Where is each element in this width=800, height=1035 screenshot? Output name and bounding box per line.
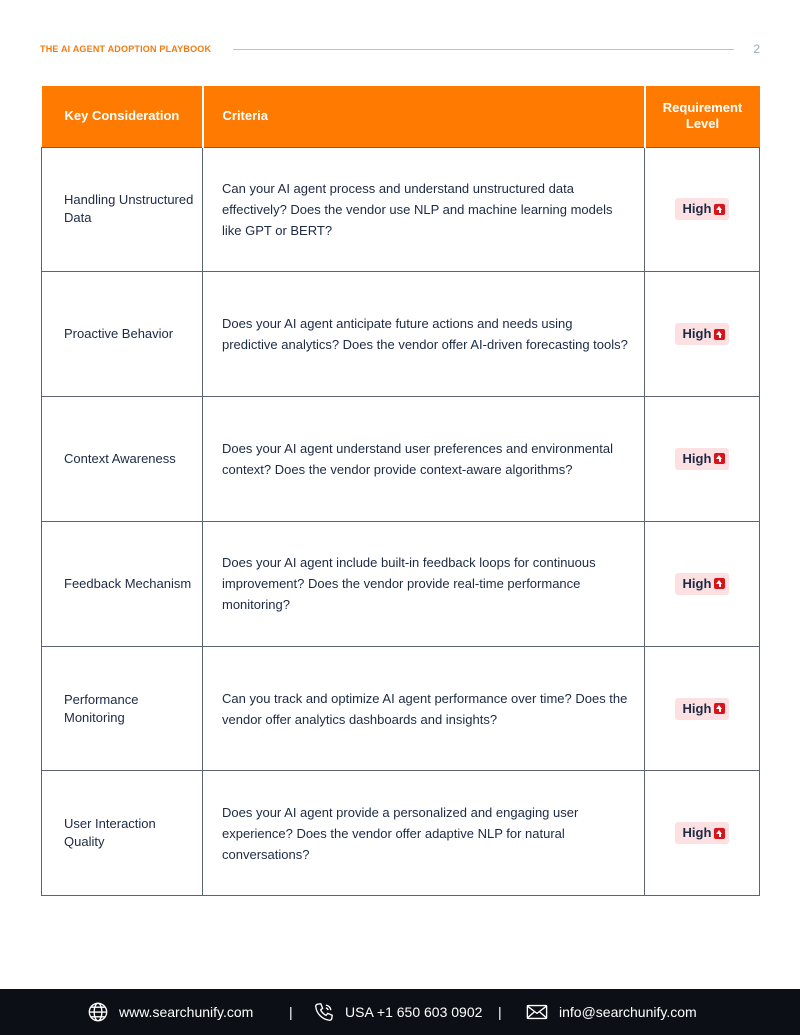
column-header-level: Requirement Level [645, 86, 760, 147]
level-cell [645, 521, 760, 646]
level-text: High [682, 575, 712, 591]
footer-separator: | [498, 1004, 502, 1020]
arrow-up-square-icon [714, 329, 725, 340]
table-row [42, 646, 760, 771]
key-cell: Feedback Mechanism [42, 521, 203, 646]
criteria-cell: Does your AI agent understand user preferences and environmental context? Does the vendor provide context-aware algorithms? [203, 397, 645, 522]
page-header [40, 42, 760, 58]
level-text: High [682, 700, 712, 716]
criteria-cell: Does your AI agent include built-in feedback loops for continuous improvement? Does the vendor provide real-time performance monitoring? [203, 521, 645, 646]
table-row [42, 397, 760, 522]
page-number: 2 [753, 42, 760, 56]
level-text: High [682, 825, 712, 841]
footer-phone[interactable] [313, 989, 482, 1035]
phone-number[interactable]: USA +1 650 603 0902 [345, 1004, 483, 1020]
arrow-up-square-icon [714, 703, 725, 714]
website-link[interactable]: www.searchunify.com [119, 1004, 254, 1020]
arrow-up-square-icon [714, 453, 725, 464]
key-cell: Performance Monitoring [42, 646, 203, 771]
footer-email[interactable] [525, 989, 697, 1035]
footer-separator: | [289, 1004, 293, 1020]
column-header-criteria: Criteria [203, 86, 645, 147]
level-badge [675, 323, 730, 345]
level-badge [675, 573, 730, 595]
level-text: High [682, 201, 712, 217]
criteria-cell: Does your AI agent anticipate future actions and needs using predictive analytics? Does the vendor offer AI-driven forecasting tools? [203, 272, 645, 397]
level-text: High [682, 326, 712, 342]
footer-website[interactable] [87, 989, 253, 1035]
level-cell [645, 646, 760, 771]
criteria-cell: Can you track and optimize AI agent performance over time? Does the vendor offer analytics dashboards and insights? [203, 646, 645, 771]
key-cell: Context Awareness [42, 397, 203, 522]
level-cell [645, 272, 760, 397]
key-cell: Proactive Behavior [42, 272, 203, 397]
envelope-icon [525, 1001, 549, 1023]
criteria-cell: Can your AI agent process and understand unstructured data effectively? Does the vendor use NLP and machine learning models like GPT or BERT? [203, 147, 645, 272]
level-cell [645, 397, 760, 522]
table-row [42, 521, 760, 646]
table-header-row [42, 86, 760, 147]
document-title: THE AI AGENT ADOPTION PLAYBOOK [40, 44, 212, 54]
key-cell: User Interaction Quality [42, 771, 203, 896]
level-badge [675, 198, 730, 220]
arrow-up-square-icon [714, 204, 725, 215]
level-cell [645, 147, 760, 272]
table-row [42, 272, 760, 397]
key-cell: Handling Unstructured Data [42, 147, 203, 272]
header-divider [233, 49, 734, 50]
level-cell [645, 771, 760, 896]
level-text: High [682, 450, 712, 466]
level-badge [675, 448, 730, 470]
phone-icon [313, 1001, 335, 1023]
table-row [42, 771, 760, 896]
criteria-table [41, 86, 760, 896]
arrow-up-square-icon [714, 578, 725, 589]
column-header-key: Key Consideration [42, 86, 203, 147]
arrow-up-square-icon [714, 828, 725, 839]
criteria-cell: Does your AI agent provide a personalized and engaging user experience? Does the vendor offer adaptive NLP for natural conversations? [203, 771, 645, 896]
level-badge [675, 698, 730, 720]
table-row [42, 147, 760, 272]
email-link[interactable]: info@searchunify.com [559, 1004, 697, 1020]
page-footer [0, 989, 800, 1035]
level-badge [675, 822, 730, 844]
globe-icon [87, 1001, 109, 1023]
